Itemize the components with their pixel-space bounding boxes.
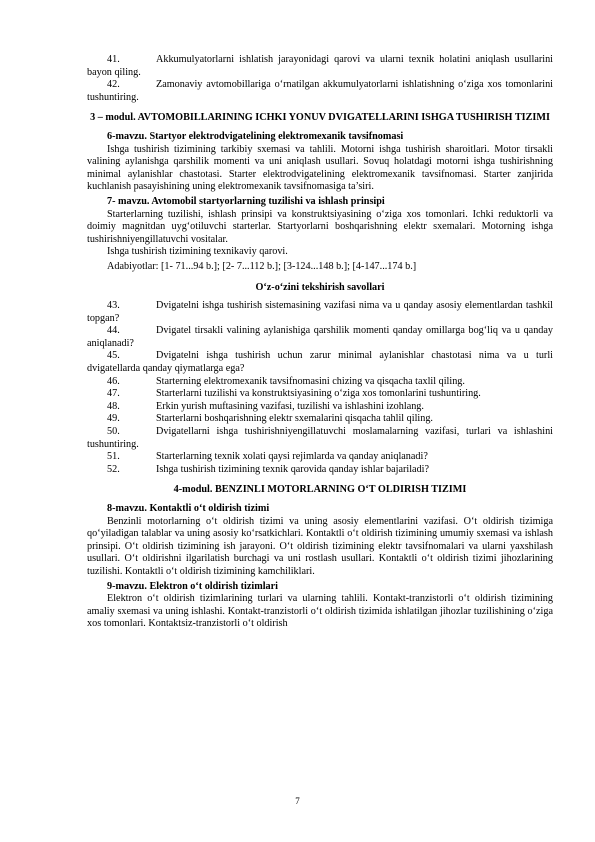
question-number: 50. [107, 426, 120, 438]
question-number: 43. [107, 300, 120, 312]
question-42 [87, 79, 553, 104]
question-text: Ishga tushirish tizimining texnik qarovida qanday ishlar bajariladi? [156, 463, 430, 475]
question-number: 44. [107, 325, 120, 337]
topic-9-text: Elektron o‘t oldirish tizimlarining turlari va ularning tahlili. Kontakt-tranzistorli o‘t oldirish tizimining amaliy sxemasi va uning ishlashi. Kontakt-tranzistorli o‘t oldirish tizimida ishlatilgan jihozlar tuzilishining o‘ziga xos tomonlari. Kontaktsiz-tranzistorli o‘t oldirish [87, 593, 553, 630]
question-41 [87, 54, 553, 79]
question-number: 45. [107, 350, 120, 362]
question-number: 47. [107, 388, 120, 400]
question-44 [87, 325, 553, 350]
question-number: 41. [107, 54, 120, 65]
question-48 [87, 401, 553, 414]
references: Adabiyotlar: [1- 71...94 b.]; [2- 7...112 b.]; [3-124...148 b.]; [4-147...174 b.] [107, 260, 417, 272]
question-text: Dvigatel tirsakli valining aylanishiga qarshilik momenti qanday omillarga bog‘liq va u qanday aniqlanadi? [87, 325, 553, 349]
questions-list [87, 300, 553, 476]
question-51 [87, 451, 553, 464]
topic-7-extra: Ishga tushirish tizimining texnikaviy qarovi. [107, 246, 288, 258]
question-text: Starterlarni boshqarishning elektr sxemalarini qisqacha tahlil qiling. [156, 413, 433, 425]
topic-7-title: 7- mavzu. Avtomobil startyorlarning tuzilishi va ishlash prinsipi [107, 195, 385, 207]
question-text: Zamonaviy avtomobillariga o‘rnatilgan akkumulyatorlarni ishlatishning o‘ziga xos tomonlarini tushuntiring. [87, 79, 553, 103]
question-52 [87, 464, 553, 477]
question-46 [87, 376, 553, 389]
questions-title: O‘z-o‘zini tekshirish savollari [255, 281, 385, 293]
question-number: 46. [107, 375, 120, 387]
question-45 [87, 350, 553, 375]
topic-7-text: Starterlarning tuzilishi, ishlash prinsipi va konstruktsiyasining o‘ziga xos tomonlari. Ichki reduktorli va doimiy magnitdan uyg‘otiluvchi starterlar. Startyorlarni boshqarishning elektr sxemalari. Motorning ishga tushirishniyengillatuvchi vositalar. [87, 208, 553, 245]
question-43 [87, 300, 553, 325]
module-3-title: 3 – modul. AVTOMOBILLARINING ICHKI YONUV DVIGATELLARINI ISHGA TUSHIRISH TIZIMI [90, 112, 550, 124]
topic-6-text: Ishga tushirish tizimining tarkibiy sxemasi va tahlili. Motorni ishga tushirish sharoitlari. Motor tirsakli valining aylanishga qarshilik momenti va uni aniqlash usullari. Sovuq holatdagi motorni ishga tushirishning minimal aylanishlar chastotasi. Starter elektrodvigatelining elektromexanik tavsifnomasi. Starter zanjirida kuchlanish pasayishining uning elektromexanik tavsifnomasiga ta’siri. [87, 143, 553, 193]
question-text: Erkin yurish muftasining vazifasi, tuzilishi va ishlashini izohlang. [156, 400, 424, 412]
question-47 [87, 388, 553, 401]
question-number: 51. [107, 451, 120, 463]
question-number: 49. [107, 413, 120, 425]
question-text: Dvigatelni ishga tushirish sistemasining vazifasi nima va u qanday asosiy elementlardan tashkil topgan? [87, 300, 553, 324]
module-4-title: 4-modul. BENZINLI MOTORLARNING O‘T OLDIRISH TIZIMI [173, 484, 467, 496]
topic-6-title: 6-mavzu. Startyor elektrodvigatelining elektromexanik tavsifnomasi [107, 130, 404, 142]
question-number: 42. [107, 79, 120, 91]
question-text: Akkumulyatorlarni ishlatish jarayonidagi qarovi va ularni texnik holatini aniqlash usullarini bayon qiling. [87, 54, 553, 78]
question-49 [87, 413, 553, 426]
topic-9-title: 9-mavzu. Elektron o‘t oldirish tizimlari [107, 580, 279, 592]
question-text: Dvigatelni ishga tushirish uchun zarur minimal aylanishlar chastotasi nima va u turli dvigatellarda qanday qiymatlarga ega? [87, 350, 553, 375]
question-50 [87, 426, 553, 451]
question-text: Starterlarni tuzilishi va konstruktsiyasining o‘ziga xos tomonlarini tushuntiring. [156, 388, 481, 400]
document-page [87, 54, 553, 631]
question-text: Starterning elektromexanik tavsifnomasini chizing va qisqacha taxlil qiling. [156, 375, 465, 387]
question-text: Dvigatellarni ishga tushirishniyengillatuvchi moslamalarning vazifasi, turlari va ishlashini tushuntiring. [87, 426, 553, 450]
question-number: 48. [107, 400, 120, 412]
question-text: Starterlarning texnik xolati qaysi rejimlarda va qanday aniqlanadi? [156, 451, 428, 463]
page-number: 7 [295, 796, 300, 806]
topic-8-title: 8-mavzu. Kontaktli o‘t oldirish tizimi [107, 503, 270, 514]
topic-8-text: Benzinli motorlarning o‘t oldirish tizimi va uning asosiy elementlarini vazifasi. O‘t oldirish tizimiga qo‘yiladigan talablar va uning asosiy ko‘rsatkichlari. Kontaktli o‘t oldirish tizimining umumiy sxemasi va ishlash prinsipi. O‘t oldirish tizimining ish jarayoni. O‘t oldirish tizimining elektr tavsifnomalari va ularni yaxshilash usullari. O‘t oldirishni ilgarilatish burchagi va uni rostlash usullari. Kontaktli o‘t oldirish tizimi jihozlarining tuzilishi. Kontaktli o‘t oldirish tizimining kamchiliklari. [87, 515, 553, 577]
question-number: 52. [107, 463, 120, 475]
